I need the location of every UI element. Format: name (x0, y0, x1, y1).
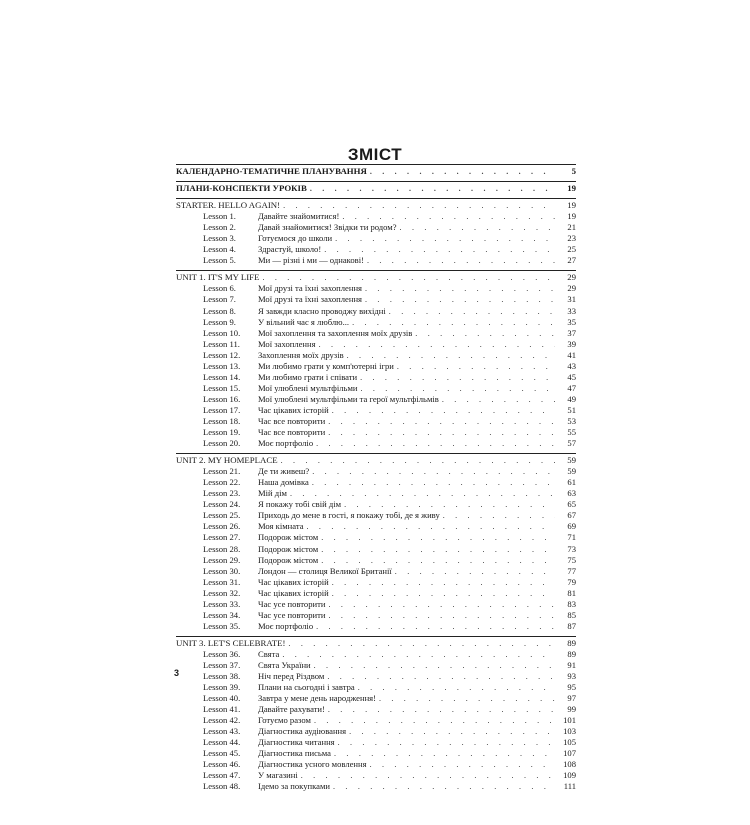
lesson-page: 87 (567, 620, 576, 631)
toc-lesson-row (176, 532, 576, 543)
lesson-number: Lesson 19. (203, 427, 241, 438)
lesson-page: 99 (567, 704, 576, 715)
lesson-page: 85 (567, 609, 576, 620)
section-rule (176, 453, 576, 454)
lesson-title: Де ти живеш? (258, 466, 310, 477)
toc-lesson-row (176, 555, 576, 566)
section-page: 29 (567, 272, 576, 283)
lesson-title: Діагностика аудіювання (258, 726, 347, 737)
section-rule (176, 636, 576, 637)
lesson-page: 45 (567, 371, 576, 382)
lesson-title: Мої улюблені мультфільми (258, 382, 358, 393)
dot-leader (334, 749, 555, 759)
dot-leader (333, 782, 555, 792)
lesson-number: Lesson 3. (203, 233, 236, 244)
lesson-title: Мої захоплення та захоплення моїх друзів (258, 327, 413, 338)
toc-lesson-row (176, 726, 576, 737)
lesson-number: Lesson 24. (203, 499, 241, 510)
toc-section-heading (176, 200, 576, 211)
dot-leader (415, 329, 555, 339)
toc-lesson-row (176, 283, 576, 294)
toc-section (176, 455, 576, 632)
lesson-number: Lesson 29. (203, 554, 241, 565)
toc-lesson-row (176, 361, 576, 372)
lesson-page: 19 (567, 211, 576, 222)
toc-lesson-row (176, 621, 576, 632)
dot-leader (328, 428, 555, 438)
toc-lesson-row (176, 383, 576, 394)
lesson-number: Lesson 42. (203, 715, 241, 726)
lesson-page: 43 (567, 360, 576, 371)
dot-leader (328, 611, 555, 621)
dot-leader (316, 622, 555, 632)
lesson-title: Діагностика письма (258, 748, 332, 759)
toc-section-heading (176, 638, 576, 649)
lesson-title: Час все повторити (258, 427, 326, 438)
lesson-number: Lesson 40. (203, 693, 241, 704)
lesson-page: 33 (567, 305, 576, 316)
toc-lesson-row (176, 350, 576, 361)
toc-lesson-row (176, 394, 576, 405)
dot-leader (389, 307, 555, 317)
lesson-number: Lesson 26. (203, 521, 241, 532)
lesson-number: Lesson 43. (203, 726, 241, 737)
lesson-number: Lesson 11. (203, 338, 240, 349)
lesson-title: Діагностика читання (258, 737, 335, 748)
lesson-number: Lesson 16. (203, 393, 241, 404)
section-page: 89 (567, 637, 576, 648)
lesson-number: Lesson 28. (203, 543, 241, 554)
section-page: 19 (567, 200, 576, 211)
lesson-page: 63 (567, 488, 576, 499)
table-of-contents (176, 164, 576, 793)
toc-lesson-row (176, 660, 576, 671)
lesson-title: Здрастуй, школо! (258, 244, 322, 255)
toc-lesson-row (176, 328, 576, 339)
lesson-number: Lesson 30. (203, 565, 241, 576)
dot-leader (328, 705, 555, 715)
toc-section (176, 272, 576, 449)
lesson-page: 59 (567, 466, 576, 477)
dot-leader (290, 489, 555, 499)
lesson-number: Lesson 32. (203, 587, 241, 598)
toc-lesson-row (176, 748, 576, 759)
lesson-title: Свята (258, 648, 280, 659)
lesson-number: Lesson 5. (203, 255, 236, 266)
lesson-page: 25 (567, 244, 576, 255)
toc-lesson-row (176, 759, 576, 770)
lesson-title: У вільний час я люблю... (258, 316, 350, 327)
dot-leader (310, 184, 555, 194)
toc-lesson-row (176, 610, 576, 621)
lesson-page: 111 (563, 781, 576, 792)
lesson-title: Подорож містом (258, 532, 319, 543)
lesson-number: Lesson 17. (203, 404, 241, 415)
lesson-page: 27 (567, 255, 576, 266)
lesson-number: Lesson 31. (203, 576, 241, 587)
dot-leader (332, 589, 555, 599)
lesson-page: 21 (567, 222, 576, 233)
dot-leader (338, 738, 555, 748)
dot-leader (360, 384, 555, 394)
lesson-number: Lesson 15. (203, 382, 241, 393)
lesson-number: Lesson 27. (203, 532, 241, 543)
lesson-page: 31 (567, 294, 576, 305)
lesson-number: Lesson 2. (203, 222, 236, 233)
lesson-page: 109 (563, 770, 576, 781)
lesson-page: 55 (567, 427, 576, 438)
lesson-title: Мої улюблені мультфільми та герої мультфільмів (258, 393, 439, 404)
lesson-number: Lesson 21. (203, 466, 241, 477)
dot-leader (301, 771, 555, 781)
dot-leader (328, 600, 555, 610)
lesson-title: Моє портфоліо (258, 620, 314, 631)
lesson-page: 41 (567, 349, 576, 360)
toc-section (176, 183, 576, 194)
toc-lesson-row (176, 233, 576, 244)
lesson-title: Приходь до мене в гості, я покажу тобі, де я живу (258, 510, 440, 521)
lesson-page: 77 (567, 565, 576, 576)
dot-leader (365, 284, 555, 294)
dot-leader (283, 201, 555, 211)
lesson-title: Захоплення моїх друзів (258, 349, 344, 360)
lesson-title: Плани на сьогодні і завтра (258, 682, 355, 693)
lesson-title: Ідемо за покупками (258, 781, 331, 792)
lesson-title: Давай знайомитися! Звідки ти родом? (258, 222, 397, 233)
toc-section (176, 166, 576, 177)
toc-lesson-row (176, 671, 576, 682)
lesson-title: Давайте рахувати! (258, 704, 325, 715)
lesson-page: 35 (567, 316, 576, 327)
lesson-page: 53 (567, 415, 576, 426)
lesson-title: Час цікавих історій (258, 404, 329, 415)
toc-lesson-row (176, 416, 576, 427)
lesson-number: Lesson 4. (203, 244, 236, 255)
lesson-title: Час цікавих історій (258, 587, 329, 598)
lesson-page: 97 (567, 693, 576, 704)
lesson-number: Lesson 36. (203, 648, 241, 659)
toc-lesson-row (176, 211, 576, 222)
dot-leader (360, 373, 555, 383)
lesson-page: 57 (567, 438, 576, 449)
lesson-page: 37 (567, 327, 576, 338)
lesson-page: 51 (567, 404, 576, 415)
toc-lesson-row (176, 427, 576, 438)
lesson-title: Давайте знайомитися! (258, 211, 340, 222)
toc-lesson-row (176, 781, 576, 792)
section-rule (176, 270, 576, 271)
lesson-number: Lesson 39. (203, 682, 241, 693)
toc-lesson-row (176, 438, 576, 449)
lesson-number: Lesson 33. (203, 598, 241, 609)
lesson-page: 81 (567, 587, 576, 598)
lesson-title: Ми — різні і ми — однакові! (258, 255, 364, 266)
dot-leader (262, 273, 555, 283)
section-page: 5 (571, 166, 576, 176)
lesson-number: Lesson 18. (203, 415, 241, 426)
lesson-number: Lesson 37. (203, 659, 241, 670)
lesson-title: Час все повторити (258, 415, 326, 426)
page-title: ЗМІСТ (347, 145, 403, 164)
toc-lesson-row (176, 488, 576, 499)
lesson-number: Lesson 22. (203, 477, 241, 488)
dot-leader (314, 661, 555, 671)
lesson-title: Лондон — столиця Великої Британії (258, 565, 392, 576)
lesson-number: Lesson 45. (203, 748, 241, 759)
lesson-title: Мої друзі та їхні захоплення (258, 283, 363, 294)
toc-lesson-row (176, 693, 576, 704)
lesson-page: 65 (567, 499, 576, 510)
toc-lesson-row (176, 372, 576, 383)
lesson-title: Час цікавих історій (258, 576, 329, 587)
lesson-page: 101 (563, 715, 576, 726)
lesson-page: 67 (567, 510, 576, 521)
lesson-number: Lesson 48. (203, 781, 241, 792)
section-title: ПЛАНИ-КОНСПЕКТИ УРОКІВ (176, 183, 307, 194)
lesson-page: 49 (567, 393, 576, 404)
dot-leader (327, 672, 555, 682)
toc-section-heading (176, 183, 576, 194)
dot-leader (332, 406, 555, 416)
section-rule (176, 181, 576, 182)
lesson-number: Lesson 20. (203, 438, 241, 449)
toc-lesson-row (176, 588, 576, 599)
lesson-number: Lesson 41. (203, 704, 241, 715)
dot-leader (312, 478, 555, 488)
dot-leader (324, 245, 555, 255)
toc-lesson-row (176, 339, 576, 350)
lesson-page: 61 (567, 477, 576, 488)
lesson-page: 91 (567, 659, 576, 670)
toc-section (176, 200, 576, 266)
dot-leader (288, 639, 555, 649)
toc-lesson-row (176, 544, 576, 555)
lesson-title: Моя кімната (258, 521, 304, 532)
dot-leader (321, 556, 555, 566)
lesson-title: Готуємося до школи (258, 233, 333, 244)
toc-lesson-row (176, 737, 576, 748)
section-title: UNIT 3. LET'S CELEBRATE! (176, 637, 286, 648)
dot-leader (307, 522, 555, 532)
dot-leader (367, 256, 555, 266)
toc-lesson-row (176, 499, 576, 510)
lesson-number: Lesson 25. (203, 510, 241, 521)
toc-lesson-row (176, 577, 576, 588)
lesson-number: Lesson 34. (203, 609, 241, 620)
dot-leader (442, 395, 555, 405)
dot-leader (314, 716, 555, 726)
dot-leader (370, 167, 555, 177)
lesson-number: Lesson 8. (203, 305, 236, 316)
toc-section-heading (176, 166, 576, 177)
toc-lesson-row (176, 704, 576, 715)
toc-lesson-row (176, 317, 576, 328)
lesson-page: 79 (567, 576, 576, 587)
lesson-title: Мої друзі та їхні захоплення (258, 294, 363, 305)
toc-lesson-row (176, 255, 576, 266)
dot-leader (379, 694, 555, 704)
lesson-page: 108 (563, 759, 576, 770)
lesson-page: 47 (567, 382, 576, 393)
lesson-number: Lesson 1. (203, 211, 236, 222)
toc-lesson-row (176, 599, 576, 610)
lesson-title: У магазині (258, 770, 298, 781)
section-title: КАЛЕНДАРНО-ТЕМАТИЧНЕ ПЛАНУВАННЯ (176, 166, 367, 176)
dot-leader (328, 417, 555, 427)
dot-leader (443, 511, 555, 521)
toc-lesson-row (176, 477, 576, 488)
toc-lesson-row (176, 306, 576, 317)
toc-lesson-row (176, 244, 576, 255)
lesson-number: Lesson 13. (203, 360, 241, 371)
lesson-title: Ми любимо грати у комп'ютерні ігри (258, 360, 394, 371)
lesson-number: Lesson 14. (203, 371, 241, 382)
toc-lesson-row (176, 715, 576, 726)
lesson-title: Мій дім (258, 488, 287, 499)
dot-leader (349, 727, 555, 737)
toc-lesson-row (176, 294, 576, 305)
lesson-title: Ніч перед Різдвом (258, 671, 325, 682)
lesson-number: Lesson 6. (203, 283, 236, 294)
lesson-title: Мої захоплення (258, 338, 316, 349)
lesson-page: 69 (567, 521, 576, 532)
toc-lesson-row (176, 510, 576, 521)
dot-leader (335, 234, 555, 244)
section-title: STARTER. HELLO AGAIN! (176, 200, 281, 211)
dot-leader (321, 545, 555, 555)
lesson-page: 83 (567, 598, 576, 609)
toc-lesson-row (176, 521, 576, 532)
toc-section-heading (176, 272, 576, 283)
toc-lesson-row (176, 222, 576, 233)
toc-lesson-row (176, 405, 576, 416)
lesson-page: 93 (567, 671, 576, 682)
lesson-number: Lesson 7. (203, 294, 236, 305)
dot-leader (358, 683, 555, 693)
lesson-title: Ми любимо грати і співати (258, 371, 358, 382)
toc-lesson-row (176, 466, 576, 477)
toc-lesson-row (176, 682, 576, 693)
lesson-page: 71 (567, 532, 576, 543)
lesson-number: Lesson 9. (203, 316, 236, 327)
lesson-title: Готуємо разом (258, 715, 311, 726)
lesson-title: Моє портфоліо (258, 438, 314, 449)
dot-leader (400, 223, 555, 233)
lesson-number: Lesson 44. (203, 737, 241, 748)
lesson-title: Подорож містом (258, 554, 319, 565)
lesson-page: 75 (567, 554, 576, 565)
lesson-page: 95 (567, 682, 576, 693)
lesson-title: Час усе повторити (258, 598, 326, 609)
dot-leader (319, 340, 555, 350)
dot-leader (397, 362, 555, 372)
lesson-title: Я покажу тобі свій дім (258, 499, 342, 510)
dot-leader (281, 456, 555, 466)
dot-leader (282, 650, 555, 660)
dot-leader (321, 533, 555, 543)
dot-leader (370, 760, 555, 770)
lesson-number: Lesson 10. (203, 327, 241, 338)
lesson-page: 103 (563, 726, 576, 737)
dot-leader (365, 295, 555, 305)
lesson-page: 73 (567, 543, 576, 554)
dot-leader (332, 578, 555, 588)
lesson-number: Lesson 23. (203, 488, 241, 499)
lesson-page: 107 (563, 748, 576, 759)
toc-section-heading (176, 455, 576, 466)
toc-lesson-row (176, 770, 576, 781)
lesson-page: 23 (567, 233, 576, 244)
page-number: 3 (174, 668, 180, 678)
dot-leader (395, 567, 555, 577)
dot-leader (347, 351, 555, 361)
lesson-number: Lesson 47. (203, 770, 241, 781)
lesson-page: 39 (567, 338, 576, 349)
lesson-page: 105 (563, 737, 576, 748)
lesson-number: Lesson 46. (203, 759, 241, 770)
toc-section (176, 638, 576, 793)
section-page: 59 (567, 455, 576, 466)
section-rule (176, 198, 576, 199)
section-page: 19 (567, 183, 576, 194)
toc-lesson-row (176, 649, 576, 660)
section-title: UNIT 1. IT'S MY LIFE (176, 272, 260, 283)
lesson-page: 29 (567, 283, 576, 294)
section-title: UNIT 2. MY HOMEPLACE (176, 455, 278, 466)
toc-lesson-row (176, 566, 576, 577)
lesson-title: Час усе повторити (258, 609, 326, 620)
lesson-title: Діагностика усного мовлення (258, 759, 367, 770)
lesson-title: Подорож містом (258, 543, 319, 554)
dot-leader (316, 439, 555, 449)
lesson-number: Lesson 12. (203, 349, 241, 360)
lesson-title: Я завжди класно проводжу вихідні (258, 305, 386, 316)
lesson-title: Наша домівка (258, 477, 309, 488)
lesson-title: Завтра у мене день народження! (258, 693, 376, 704)
dot-leader (352, 318, 555, 328)
dot-leader (342, 212, 555, 222)
lesson-page: 89 (567, 648, 576, 659)
lesson-title: Свята України (258, 659, 311, 670)
lesson-number: Lesson 38. (203, 671, 241, 682)
section-rule (176, 164, 576, 165)
lesson-number: Lesson 35. (203, 620, 241, 631)
dot-leader (344, 500, 555, 510)
dot-leader (312, 467, 555, 477)
